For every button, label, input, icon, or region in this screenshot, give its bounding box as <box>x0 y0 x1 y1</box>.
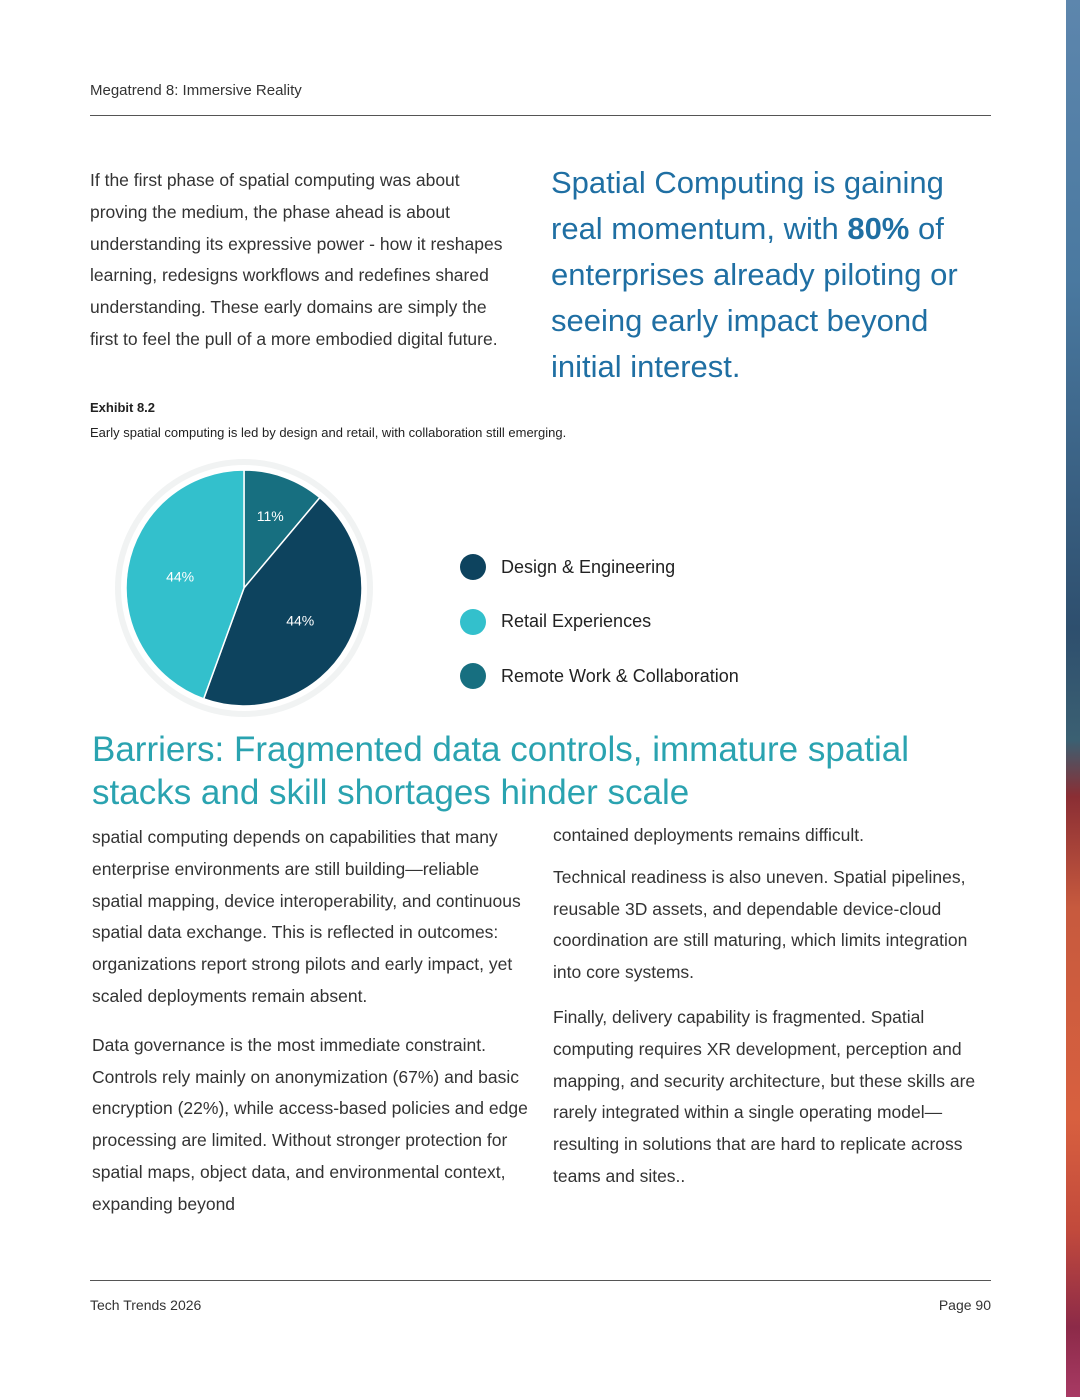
pull-quote-text: of enterprises already piloting or seeing early impact beyond initial interest. <box>551 211 958 384</box>
legend-item <box>460 595 739 650</box>
pie-chart <box>110 454 380 724</box>
pull-quote <box>551 160 991 390</box>
header-divider <box>90 115 991 116</box>
pull-quote-highlight: 80% <box>847 211 910 246</box>
body-paragraph: spatial computing depends on capabilities that many enterprise environments are still building—reliable spatial mapping, device interoperability, and continuous spatial data exchange. This is reflected in outcomes: organizations report strong pilots and early impact, yet scaled deployments remain absent. <box>92 827 521 1006</box>
legend-label: Design & Engineering <box>501 556 676 577</box>
body-paragraph: Finally, delivery capability is fragmented. Spatial computing requires XR development, perception and mapping, and security architecture, but these skills are rarely integrated within a single operating model—resulting in solutions that are hard to replicate across teams and sites.. <box>553 1006 976 1186</box>
footer-title: Tech Trends 2026 <box>90 1297 202 1313</box>
running-header: Megatrend 8: Immersive Reality <box>90 82 302 99</box>
legend-label: Retail Experiences <box>501 611 652 632</box>
intro-paragraph: If the first phase of spatial computing was about proving the medium, the phase ahead is about understanding its expressive power - how it reshapes learning, redesigns workflows and redefines shared understanding. These early domains are simply the first to feel the pull of a more embodied digital future. <box>90 170 503 349</box>
footer-divider <box>90 1280 991 1281</box>
legend-item <box>460 649 739 704</box>
pull-quote-text: Spatial Computing is gaining real momentum, with <box>551 165 944 246</box>
exhibit-label: Exhibit 8.2 <box>90 400 156 415</box>
section-heading: Barriers: Fragmented data controls, immature spatial stacks and skill shortages hinder scale <box>92 730 909 812</box>
legend-swatch <box>460 663 486 689</box>
body-paragraph: Data governance is the most immediate constraint. Controls rely mainly on anonymization (67%) and basic encryption (22%), while access-based policies and edge processing are limited. Without stronger protection for spatial maps, object data, and environmental context, expanding beyond <box>92 1034 528 1214</box>
chart-legend <box>460 540 739 704</box>
left-column <box>92 822 532 1238</box>
pie-data-label: 11% <box>256 507 284 524</box>
pie-data-label: 44% <box>166 568 195 585</box>
body-paragraph: Technical readiness is also uneven. Spatial pipelines, reusable 3D assets, and dependable device-cloud coordination are still maturing, which limits integration into core systems. <box>553 866 968 983</box>
body-paragraph: contained deployments remains difficult. <box>553 825 864 845</box>
right-column <box>553 820 988 1210</box>
pie-data-label: 44% <box>286 612 315 629</box>
legend-swatch <box>460 609 486 635</box>
legend-swatch <box>460 554 486 580</box>
exhibit-caption: Early spatial computing is led by design and retail, with collaboration still emerging. <box>90 425 567 440</box>
page-number: Page 90 <box>938 1297 991 1313</box>
legend-label: Remote Work & Collaboration <box>501 665 739 686</box>
legend-item <box>460 540 739 595</box>
decorative-edge-stripe <box>1066 0 1080 1397</box>
